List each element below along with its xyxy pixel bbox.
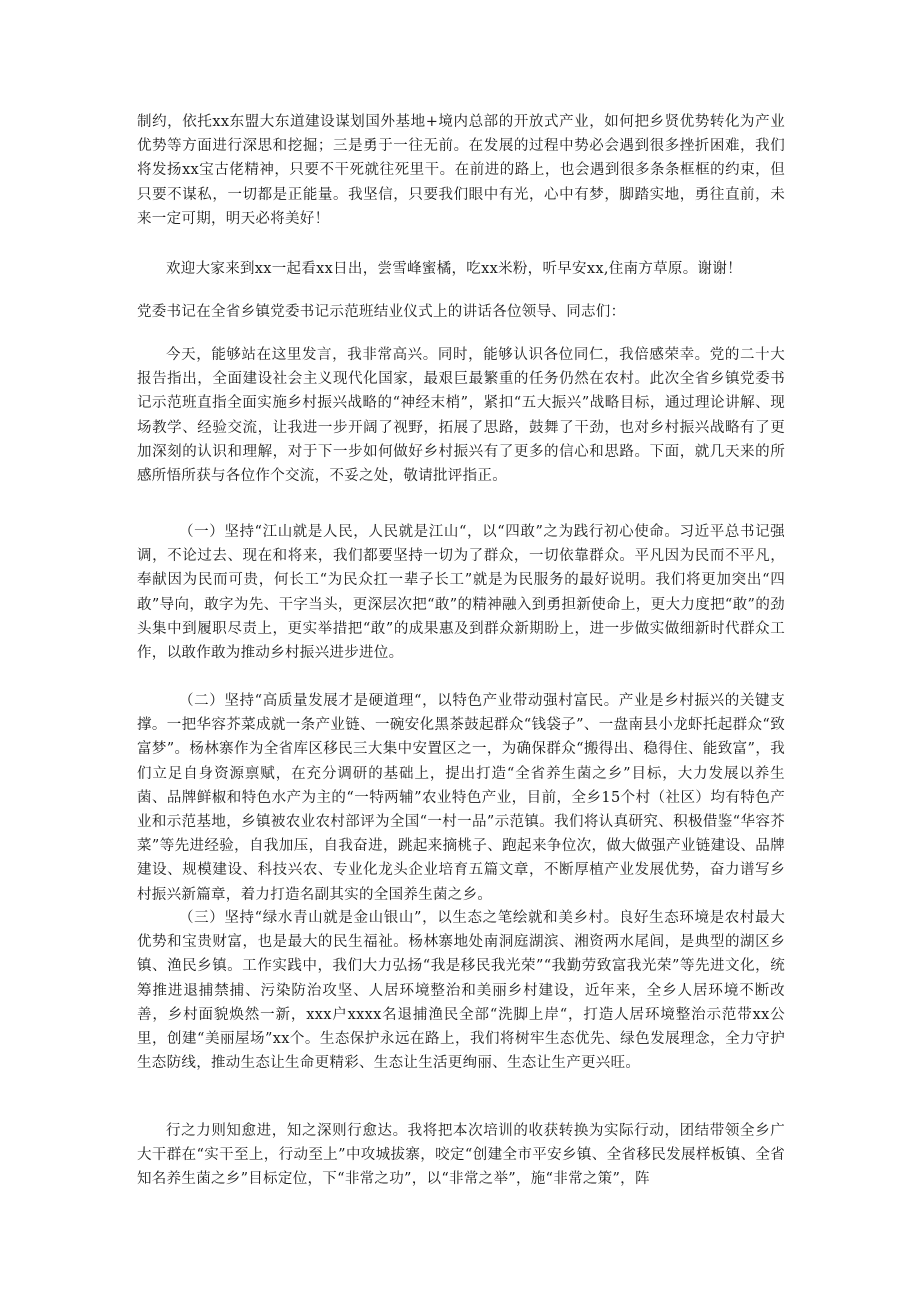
paragraph-section-two: （二）坚持“高质量发展才是硬道理“，以特色产业带动强村富民。产业是乡村振兴的关键支撑。一把华容芥菜成就一条产业链、一碗安化黑茶鼓起群众“钱袋子”、一盘南县小龙虾托起群众“致富梦”。杨林寨作为全省库区移民三大集中安置区之一，为确保群众“搬得出、稳得住、能致富”，我们立足自身资源禀赋，在充分调研的基础上，提出打造“全省养生菌之乡”目标，大力发展以养生菌、品牌鲜椒和特色水产为主的“一特两辅”农业特色产业，目前，全乡15个村（社区）均有特色产业和示范基地，乡镇被农业农村部评为全国“一村一品”示范镇。我们将认真研究、积极借鉴“华容芥菜”等先进经验，自我加压，自我奋进，跳起来摘桃子、跑起来争位次，做大做强产业链建设、品牌建设、规模建设、科技兴农、专业化龙头企业培育五篇文章，不断厚植产业发展优势，奋力谱写乡村振兴新篇章，着力打造名副其实的全国养生菌之乡。: [137, 693, 785, 903]
paragraph-conclusion: 行之力则知愈进，知之深则行愈达。我将把本次培训的收获转换为实际行动，团结带领全乡广大干群在“实干至上，行动至上”中攻城拔寨，咬定“创建全市平安乡镇、全省移民发展样板镇、全省知名养生菌之乡”目标定位，下“非常之功”，以“非常之举”，施“非常之策”，阵: [137, 1123, 785, 1188]
paragraph-section-three: （三）坚持“绿水青山就是金山银山”，以生态之笔绘就和美乡村。良好生态环境是农村最大优势和宝贵财富，也是最大的民生福祉。杨林寨地处南洞庭湖滨、湘资两水尾闾，是典型的湖区乡镇、渔民乡镇。工作实践中，我们大力弘扬“我是移民我光荣”“我勤劳致富我光荣”等先进文化，统筹推进退捕禁捕、污染防治攻坚、人居环境整治和美丽乡村建设，近年来，全乡人居环境不断改善，乡村面貌焕然一新，xxx户xxxx名退捕渔民全部“洗脚上岸“，打造人居环境整治示范带xx公里，创建“美丽屋场”xx个。生态保护永远在路上，我们将树牢生态优先、绿色发展理念，全力守护生态防线，推动生态让生命更精彩、生态让生活更绚丽、生态让生产更兴旺。: [137, 910, 785, 1072]
paragraph-closing-part: 制约，依托xx东盟大东道建设谋划国外基地+境内总部的开放式产业，如何把乡贤优势转化为产业优势等方面进行深思和挖掘；三是勇于一往无前。在发展的过程中势必会遇到很多挫折困难，我们将发扬xx宝古佬精神，只要不干死就往死里干。在前进的路上，也会遇到很多条条框框的约束，但只要不谋私，一切都是正能量。我坚信，只要我们眼中有光，心中有梦，脚踏实地，勇往直前，未来一定可期，明天必将美好！: [137, 114, 785, 227]
speech-title: 党委书记在全省乡镇党委书记示范班结业仪式上的讲话各位领导、同志们：: [137, 304, 626, 320]
paragraph-welcome-thanks: 欢迎大家来到xx一起看xx日出，尝雪峰蜜橘，吃xx米粉，听早安xx,住南方草原。谢谢！: [166, 261, 742, 277]
paragraph-intro: 今天，能够站在这里发言，我非常高兴。同时，能够认识各位同仁，我倍感荣幸。党的二十大报告指出，全面建设社会主义现代化国家，最艰巨最繁重的任务仍然在农村。此次全省乡镇党委书记示范班直指全面实施乡村振兴战略的“神经末梢”，紧扣“五大振兴”战略目标，通过理论讲解、现场教学、经验交流，让我进一步开阔了视野，拓展了思路，鼓舞了干劲，也对乡村振兴战略有了更加深刻的认识和理解，对于下一步如何做好乡村振兴有了更多的信心和思路。下面，就几天来的所感所悟所获与各位作个交流，不妥之处，敬请批评指正。: [137, 347, 785, 485]
paragraph-section-one: （一）坚持“江山就是人民，人民就是江山“，以“四敢”之为践行初心使命。习近平总书记强调，不论过去、现在和将来，我们都要坚持一切为了群众，一切依靠群众。平凡因为民而不平凡，奉献因为民而可贵，何长工“为民众扛一辈子长工”就是为民服务的最好说明。我们将更加突出“四敢”导向，敢字为先、干字当头，更深层次把“敢”的精神融入到勇担新使命上，更大力度把“敢”的劲头集中到履职尽责上，更实举措把“敢”的成果惠及到群众新期盼上，进一步做实做细新时代群众工作，以敢作敢为推动乡村振兴进步进位。: [137, 524, 785, 662]
